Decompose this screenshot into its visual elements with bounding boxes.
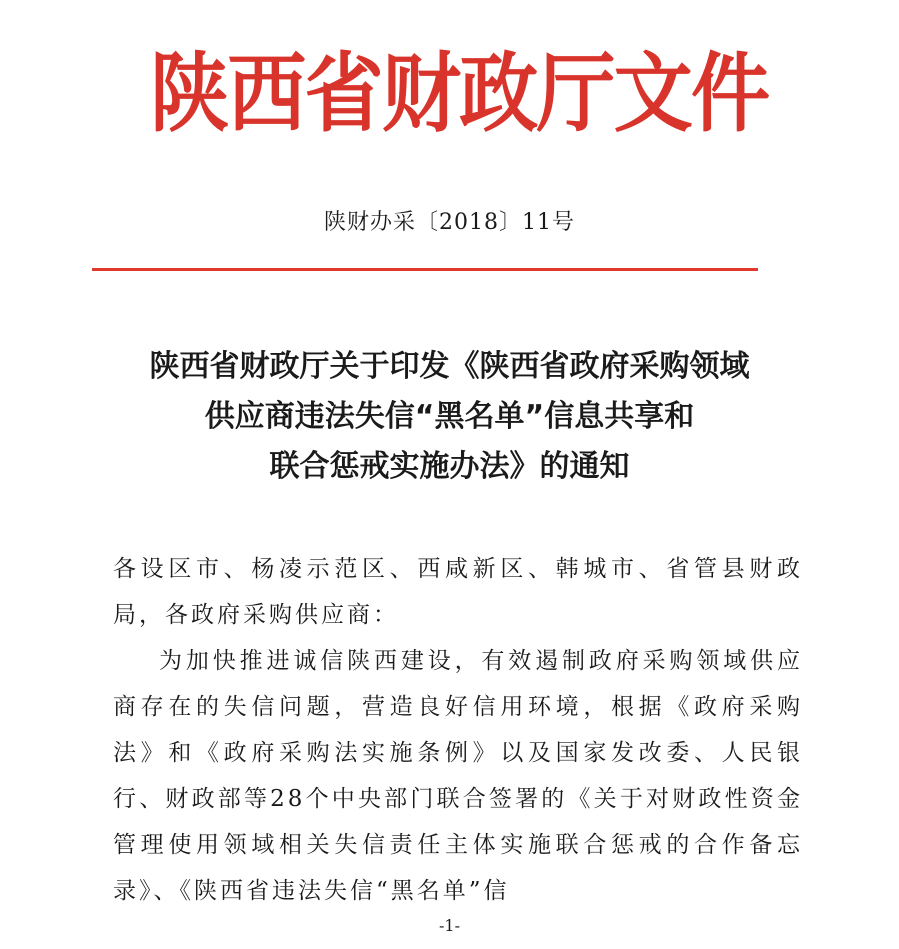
notice-body: [113, 546, 803, 914]
page-number: -1-: [439, 916, 460, 935]
body-paragraph: 为加快推进诚信陕西建设，有效遏制政府采购领域供应商存在的失信问题，营造良好信用环境，根据《政府采购法》和《政府采购法实施条例》以及国家发改委、人民银行、财政部等28个中央部门联合签署的《关于对财政性资金管理使用领域相关失信责任主体实施联合惩戒的合作备忘录》、《陕西省违法失信“黑名单”信: [113, 648, 803, 904]
notice-title: [0, 342, 899, 492]
red-divider-line: [92, 268, 758, 271]
notice-title-line-1: 陕西省财政厅关于印发《陕西省政府采购领域: [149, 349, 750, 384]
notice-title-line-3: 联合惩戒实施办法》的通知: [269, 449, 630, 484]
document-number: 陕财办采〔2018〕11号: [324, 210, 575, 235]
notice-title-line-2: 供应商违法失信“黑名单”信息共享和: [204, 399, 695, 434]
salutation: 各设区市、杨凌示范区、西咸新区、韩城市、省管县财政局，各政府采购供应商：: [113, 556, 803, 628]
masthead-title: 陕西省财政厅文件: [150, 44, 769, 144]
